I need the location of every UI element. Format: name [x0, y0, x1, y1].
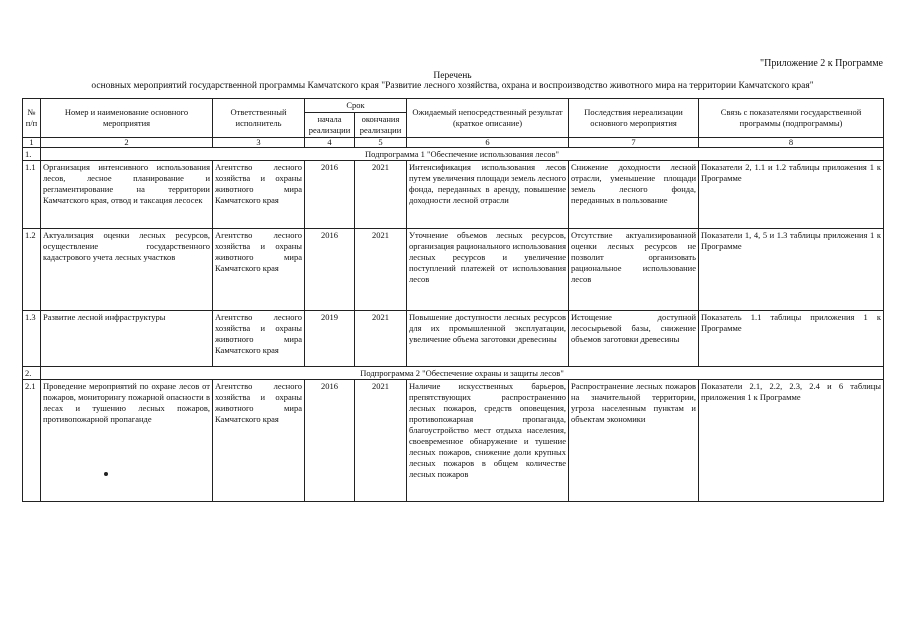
measures-table [22, 98, 884, 502]
row-num: 1.3 [23, 311, 41, 367]
row-link: Показатели 1, 4, 5 и 1.3 таблицы приложения 1 к Программе [699, 229, 884, 311]
row-result: Повышение доступности лесных ресурсов для их промышленной эксплуатации, увеличение объема заготовки древесины [407, 311, 569, 367]
row-num: 1.1 [23, 161, 41, 229]
row-start: 2016 [305, 229, 355, 311]
subprogram-title: Подпрограмма 1 "Обеспечение использования лесов" [41, 148, 884, 161]
subprogram-row [23, 148, 884, 161]
column-number-row [23, 138, 884, 148]
row-result: Наличие искусственных барьеров, препятствующих распространению лесных пожаров, средств оповещения, противопожарная пропаганда, благоустройство мест отдыха населения, своевременное обнаружение и тушение лесных пожаров, снижение доли крупных лесных пожаров в общем количестве лесных пожаров [407, 380, 569, 502]
col-number: 4 [305, 138, 355, 148]
row-name: Проведение мероприятий по охране лесов от пожаров, мониторингу пожарной опасности в лесах и тушению лесных пожаров, противопожарной пропаганде [41, 380, 213, 502]
col-number: 2 [41, 138, 213, 148]
header-link: Связь с показателями государственной программы (подпрограммы) [699, 99, 884, 138]
row-result: Уточнение объемов лесных ресурсов, организация рационального использования лесных ресурсов и увеличение поступлений платежей от использования лесов [407, 229, 569, 311]
row-result: Интенсификация использования лесов путем увеличения площади земель лесного фонда, переданных в аренду, повышение доходности лесной отрасли [407, 161, 569, 229]
header-result: Ожидаемый непосредственный результат (краткое описание) [407, 99, 569, 138]
row-link: Показатели 2, 1.1 и 1.2 таблицы приложения 1 к Программе [699, 161, 884, 229]
row-consequences: Распространение лесных пожаров на значительной территории, угроза населенным пунктам и объектам экономики [569, 380, 699, 502]
header-num: № п/п [23, 99, 41, 138]
header-executor: Ответственный исполнитель [213, 99, 305, 138]
table-row [23, 161, 884, 229]
header-row [23, 99, 884, 113]
row-start: 2016 [305, 380, 355, 502]
subprogram-title: Подпрограмма 2 "Обеспечение охраны и защиты лесов" [41, 367, 884, 380]
col-number: 8 [699, 138, 884, 148]
row-start: 2019 [305, 311, 355, 367]
col-number: 6 [407, 138, 569, 148]
row-end: 2021 [355, 311, 407, 367]
header-start: начала реализации [305, 113, 355, 138]
row-num: 1.2 [23, 229, 41, 311]
subprogram-num: 1. [23, 148, 41, 161]
row-link: Показатель 1.1 таблицы приложения 1 к Программе [699, 311, 884, 367]
row-consequences: Снижение доходности лесной отрасли, уменьшение площади земель лесного фонда, переданных в пользование [569, 161, 699, 229]
col-number: 7 [569, 138, 699, 148]
header-name: Номер и наименование основного мероприятия [41, 99, 213, 138]
row-executor: Агентство лесного хозяйства и охраны животного мира Камчатского края [213, 161, 305, 229]
col-number: 5 [355, 138, 407, 148]
row-end: 2021 [355, 161, 407, 229]
col-number: 1 [23, 138, 41, 148]
row-executor: Агентство лесного хозяйства и охраны животного мира Камчатского края [213, 229, 305, 311]
row-link: Показатели 2.1, 2.2, 2.3, 2.4 и 6 таблицы приложения 1 к Программе [699, 380, 884, 502]
appendix-label: "Приложение 2 к Программе [760, 58, 883, 69]
row-name: Развитие лесной инфраструктуры [41, 311, 213, 367]
col-number: 3 [213, 138, 305, 148]
document-subtitle: основных мероприятий государственной программы Камчатского края "Развитие лесного хозяйства, охрана и воспроизводство животного мира на территории Камчатского края" [91, 81, 814, 91]
row-start: 2016 [305, 161, 355, 229]
header-consequences: Последствия нереализации основного мероприятия [569, 99, 699, 138]
table-row [23, 380, 884, 502]
row-name: Организация интенсивного использования лесов, лесное планирование и регламентирование на территории Камчатского края, отвод и таксация лесосек [41, 161, 213, 229]
row-consequences: Отсутствие актуализированной оценки лесных ресурсов не позволит организовать рациональное использование лесов [569, 229, 699, 311]
header-end: окончания реализации [355, 113, 407, 138]
row-executor: Агентство лесного хозяйства и охраны животного мира Камчатского края [213, 311, 305, 367]
row-end: 2021 [355, 229, 407, 311]
table-row [23, 229, 884, 311]
subprogram-row [23, 367, 884, 380]
row-end: 2021 [355, 380, 407, 502]
document-title: Перечень [433, 71, 472, 81]
row-executor: Агентство лесного хозяйства и охраны животного мира Камчатского края [213, 380, 305, 502]
table-row [23, 311, 884, 367]
row-num: 2.1 [23, 380, 41, 502]
row-consequences: Истощение доступной лесосырьевой базы, снижение объемов заготовки древесины [569, 311, 699, 367]
row-name: Актуализация оценки лесных ресурсов, осуществление государственного кадастрового учета лесных участков [41, 229, 213, 311]
header-term: Срок [305, 99, 407, 113]
ink-dot [104, 472, 108, 476]
subprogram-num: 2. [23, 367, 41, 380]
